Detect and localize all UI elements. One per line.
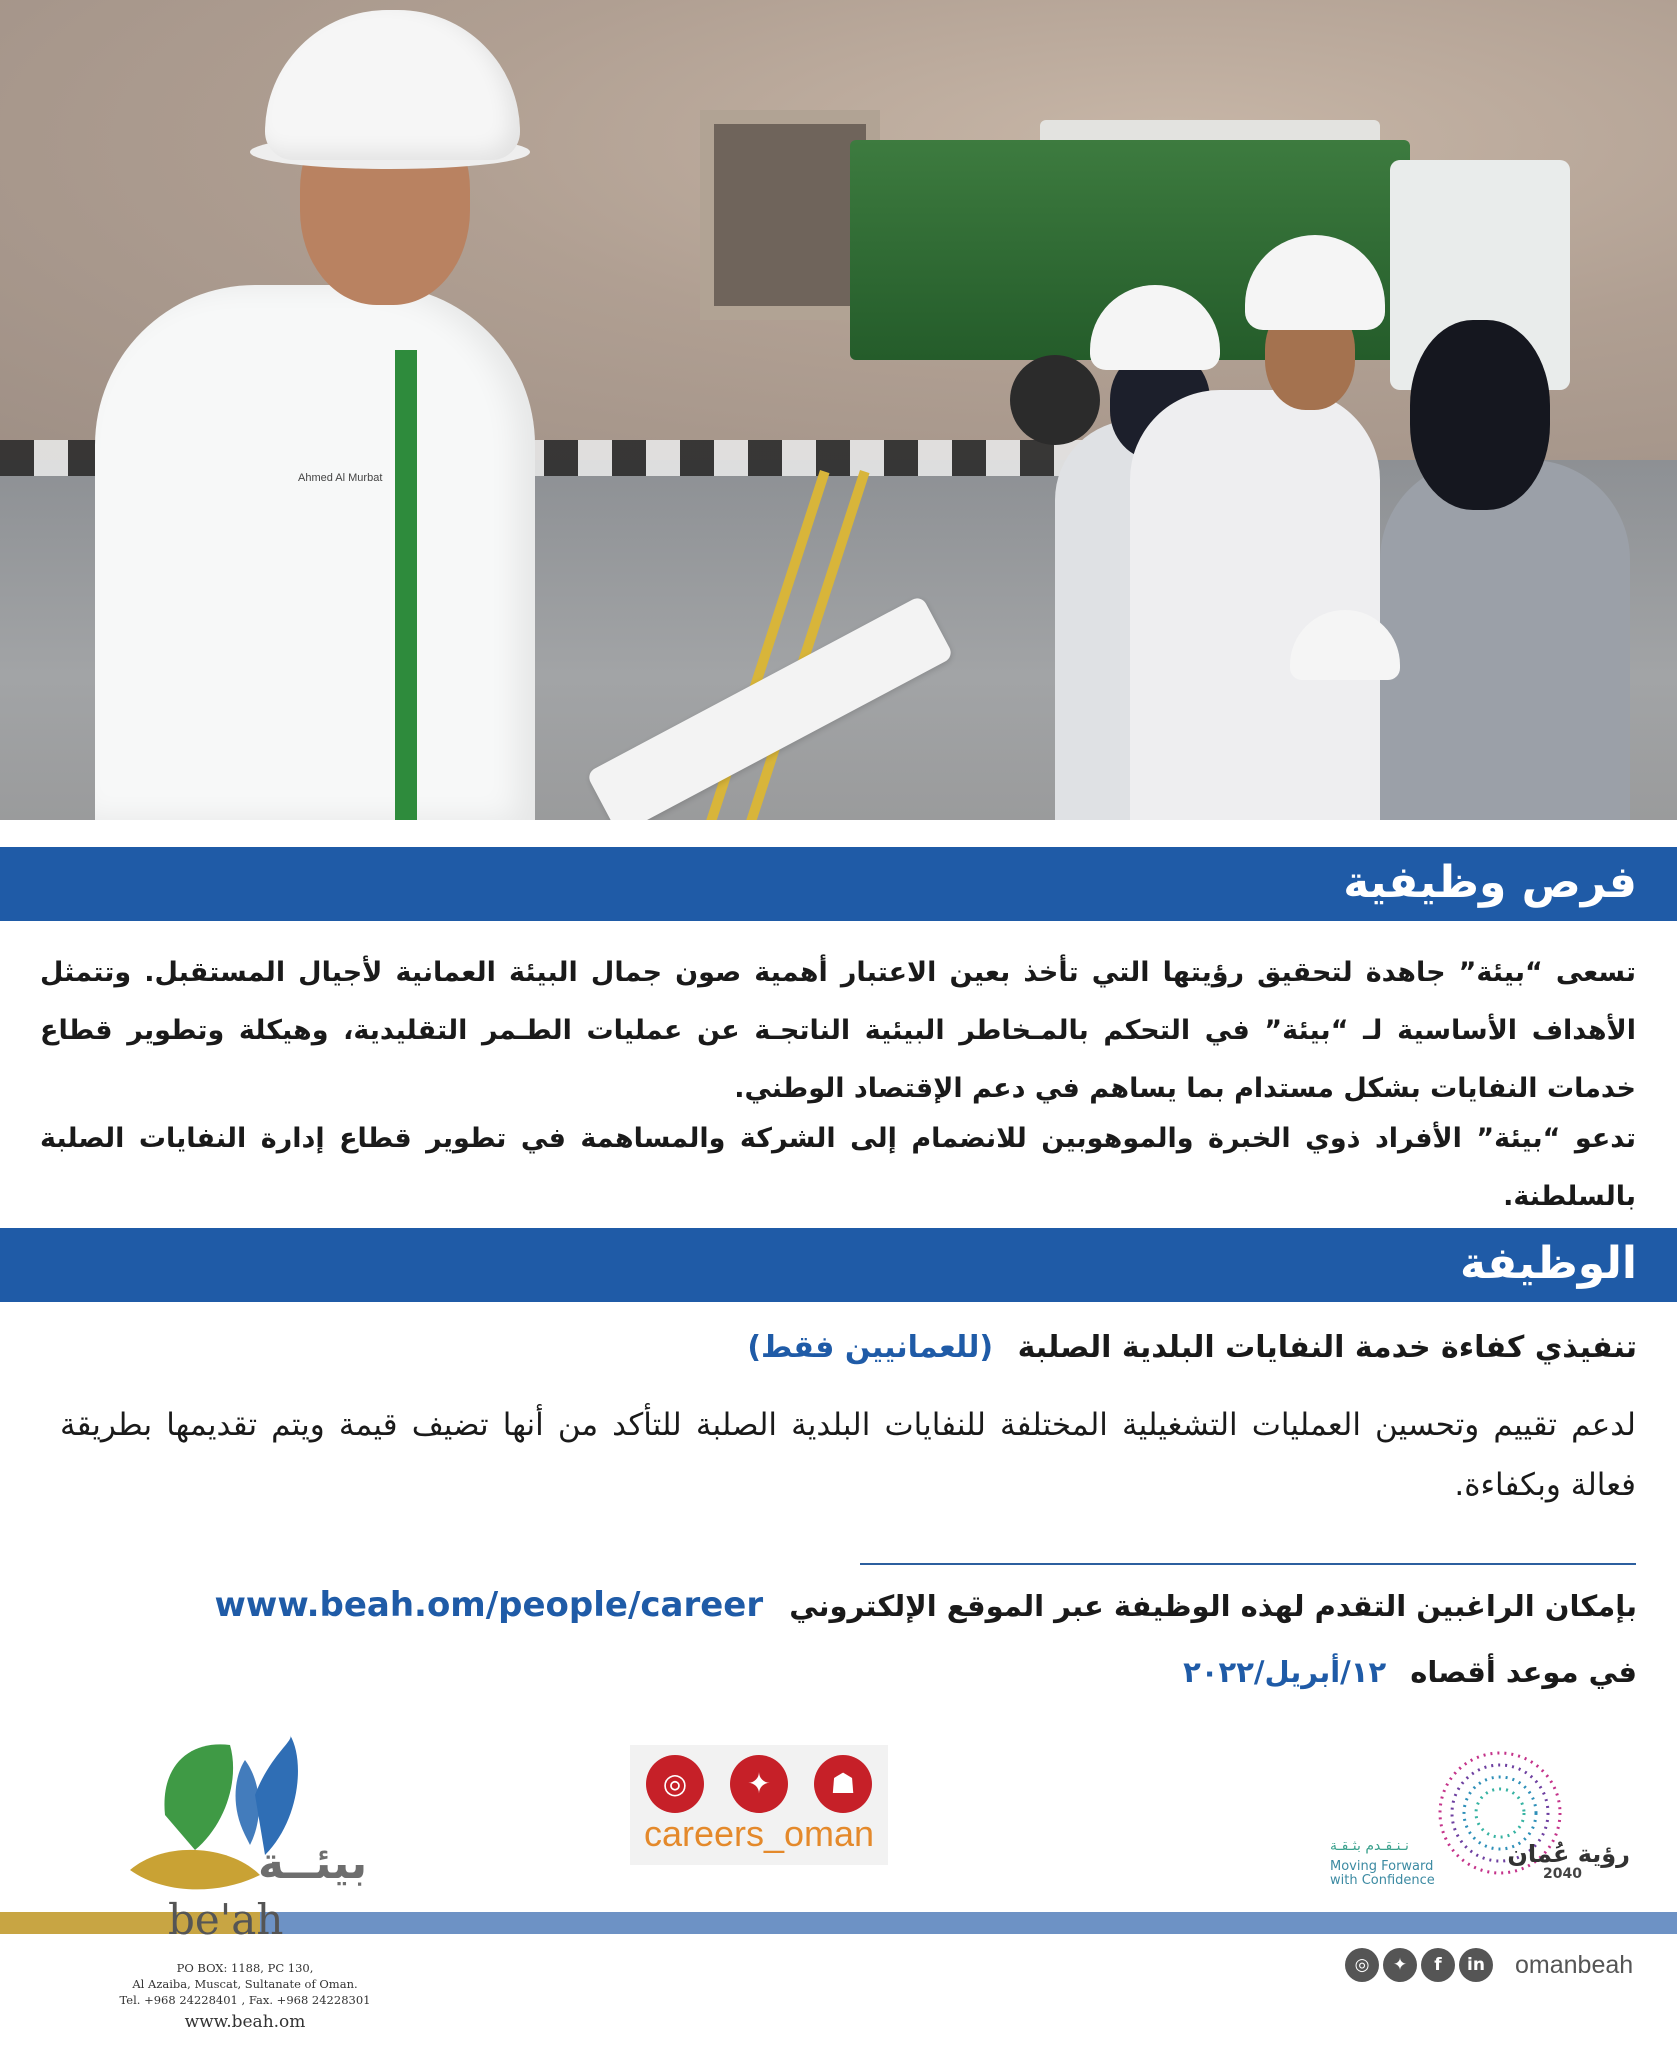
careers-social-box — [630, 1745, 888, 1865]
career-link[interactable]: www.beah.om/people/career — [214, 1585, 764, 1625]
section-heading: الوظيفة — [1460, 1238, 1637, 1289]
twitter-icon[interactable]: ✦ — [1383, 1948, 1417, 1982]
green-leaf-icon — [164, 1744, 233, 1850]
worker-male-body — [1130, 390, 1380, 820]
footer-handle[interactable]: omanbeah — [1515, 1951, 1634, 1979]
omanis-only-note: (للعمانيين فقط) — [747, 1330, 994, 1365]
vision-tagline-en: Moving Forward with Confidence — [1330, 1859, 1435, 1888]
name-badge: Ahmed Al Murbat — [298, 472, 383, 484]
beah-name-en: be'ah — [168, 1895, 284, 1944]
job-description: لدعم تقييم وتحسين العمليات التشغيلية المختلفة للنفايات البلدية الصلبة للتأكد من أنها تضيف قيمة ويتم تقديمها بطريقة فعالة وبكفاءة. — [60, 1407, 1636, 1503]
address-line: PO BOX: 1188, PC 130, — [176, 1961, 314, 1975]
job-title — [747, 1330, 1637, 1365]
oman-vision-2040-logo — [1330, 1738, 1630, 1898]
engineer-body — [95, 285, 535, 820]
beah-name-ar: بيئــة — [258, 1838, 368, 1889]
deadline-line — [1183, 1655, 1637, 1689]
gold-leaf-icon — [130, 1850, 260, 1890]
footer-stripe-blue — [260, 1912, 1677, 1934]
snapchat-icon[interactable]: ☗ — [814, 1755, 872, 1813]
instagram-icon[interactable]: ◎ — [1345, 1948, 1379, 1982]
beah-address — [95, 1960, 395, 2030]
shirt-green-stripe — [395, 350, 417, 820]
blue-leaf-small-icon — [236, 1760, 260, 1845]
twitter-icon[interactable]: ✦ — [730, 1755, 788, 1813]
facebook-icon[interactable]: f — [1421, 1948, 1455, 1982]
divider — [860, 1563, 1636, 1565]
truck-wheel — [1010, 355, 1100, 445]
section-heading: فرص وظيفية — [1343, 857, 1637, 908]
instagram-icon[interactable]: ◎ — [646, 1755, 704, 1813]
job-title-text: تنفيذي كفاءة خدمة النفايات البلدية الصلبة — [1017, 1330, 1637, 1365]
deadline-date: ١٢/أبريل/٢٠٢٢ — [1183, 1655, 1387, 1689]
linkedin-icon[interactable]: in — [1459, 1948, 1493, 1982]
section-bar-opportunities — [0, 847, 1677, 921]
worker-female-head — [1410, 320, 1550, 510]
careers-handle[interactable]: careers_oman — [643, 1813, 875, 1854]
hero-photo — [0, 0, 1677, 820]
intro-paragraph: تسعى “بيئة” جاهدة لتحقيق رؤيتها التي تأخذ بعين الاعتبار أهمية صون جمال البيئة العمانية لأجيال المستقبل. وتتمثل الأهداف الأساسية لـ “بيئة” في التحكم بالمـخاطر البيئية الناتجـة عن عمليات الطـمر التقليدية، وهيكلة وتطوير قطاع خدمات النفايات بشكل مستدام بما يساهم في دعم الإقتصاد الوطني. — [40, 957, 1636, 1104]
vision-tagline-ar: نـنـقـدم بثـقـة — [1330, 1838, 1409, 1854]
address-line: Tel. +968 24228401 , Fax. +968 24228301 — [119, 1993, 371, 2007]
worker-female-body — [1380, 460, 1630, 820]
beah-website[interactable]: www.beah.om — [184, 2012, 306, 2032]
blue-leaf-icon — [255, 1735, 298, 1855]
address-line: Al Azaiba, Muscat, Sultanate of Oman. — [132, 1977, 358, 1991]
invitation-paragraph: تدعو “بيئة” الأفراد ذوي الخبرة والموهوبين للانضمام إلى الشركة والمساهمة في تطوير قطاع إدارة النفايات الصلبة بالسلطنة. — [40, 1123, 1636, 1212]
vision-year: 2040 — [1543, 1866, 1582, 1882]
vision-title-ar: رؤية عُمان — [1507, 1840, 1630, 1868]
apply-text: بإمكان الراغبين التقدم لهذه الوظيفة عبر الموقع الإلكتروني — [789, 1589, 1637, 1623]
apply-line — [215, 1585, 1637, 1625]
section-bar-job — [0, 1228, 1677, 1302]
deadline-label: في موعد أقصاه — [1410, 1655, 1637, 1689]
